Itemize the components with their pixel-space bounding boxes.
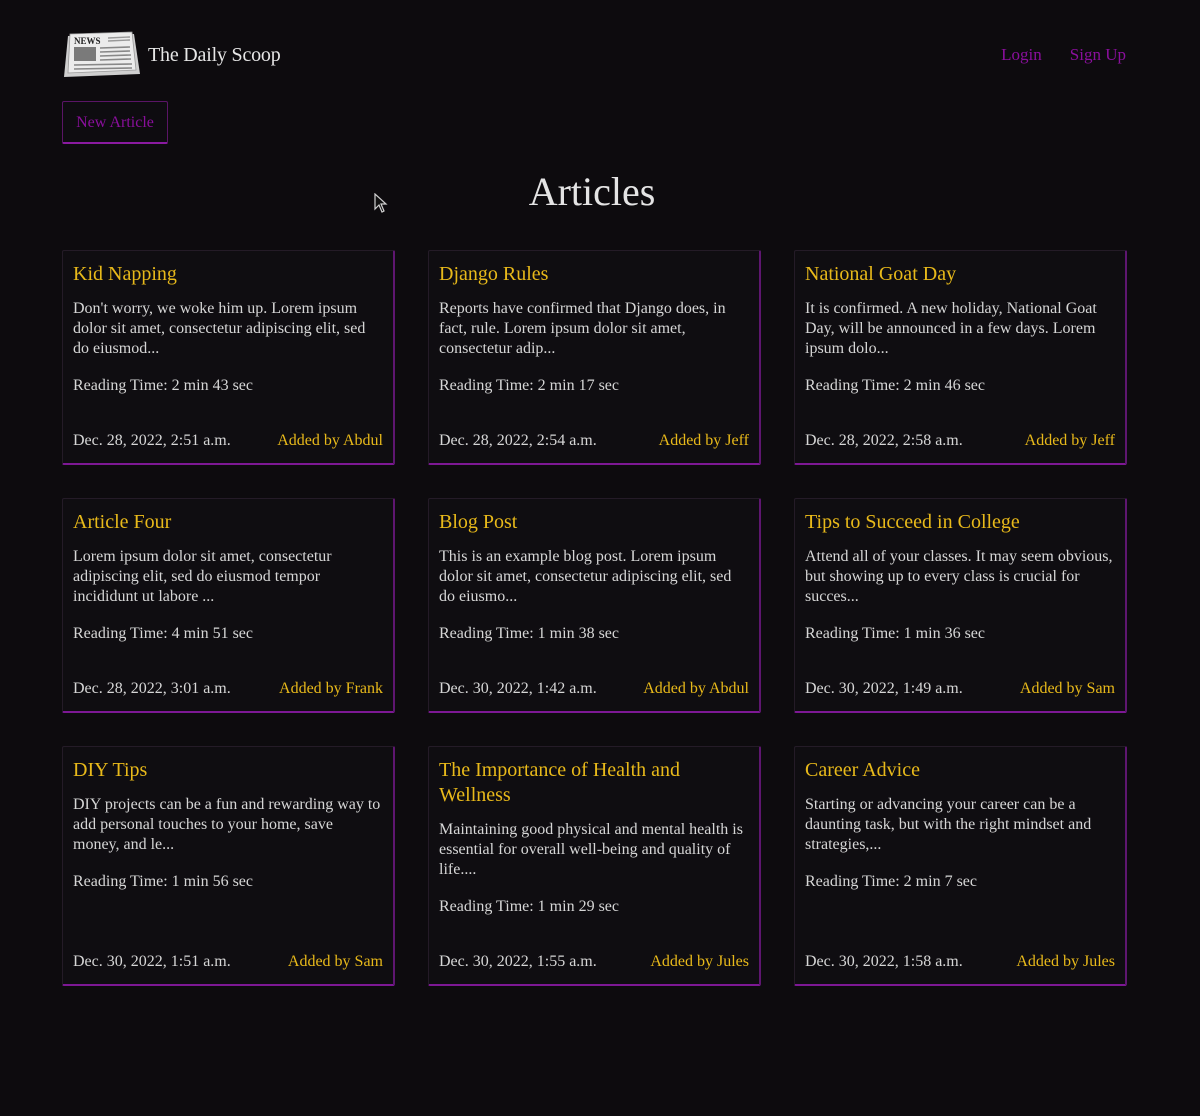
article-author: Added by Frank <box>279 680 383 697</box>
reading-time: Reading Time: 1 min 29 sec <box>439 898 619 915</box>
reading-time: Reading Time: 2 min 46 sec <box>805 377 985 394</box>
article-title[interactable]: Kid Napping <box>73 263 177 285</box>
article-title[interactable]: Career Advice <box>805 759 920 781</box>
article-date: Dec. 30, 2022, 1:51 a.m. <box>73 953 231 970</box>
article-author: Added by Jules <box>650 953 749 970</box>
article-card[interactable] <box>62 250 395 465</box>
articles-grid <box>62 250 1128 986</box>
reading-time: Reading Time: 1 min 36 sec <box>805 625 985 642</box>
article-title[interactable]: Tips to Succeed in College <box>805 511 1020 533</box>
article-author: Added by Abdul <box>643 680 749 697</box>
article-title[interactable]: National Goat Day <box>805 263 957 285</box>
article-footer <box>73 431 383 453</box>
nav-links <box>1001 45 1126 65</box>
article-card[interactable] <box>794 746 1127 986</box>
article-date: Dec. 28, 2022, 3:01 a.m. <box>73 680 231 697</box>
article-title[interactable]: Django Rules <box>439 263 549 285</box>
article-footer <box>73 679 383 701</box>
article-title[interactable]: Blog Post <box>439 511 518 533</box>
article-excerpt: Starting or advancing your career can be a daunting task, but with the right mindset and strategies,... <box>805 796 1092 853</box>
article-excerpt: Don't worry, we woke him up. Lorem ipsum dolor sit amet, consectetur adipiscing elit, sed do eiusmod... <box>73 300 366 357</box>
reading-time: Reading Time: 1 min 38 sec <box>439 625 619 642</box>
article-date: Dec. 28, 2022, 2:58 a.m. <box>805 432 963 449</box>
navbar <box>62 30 1128 82</box>
article-date: Dec. 30, 2022, 1:49 a.m. <box>805 680 963 697</box>
reading-time: Reading Time: 1 min 56 sec <box>73 873 253 890</box>
article-footer <box>805 952 1115 974</box>
reading-time: Reading Time: 2 min 43 sec <box>73 377 253 394</box>
article-date: Dec. 28, 2022, 2:51 a.m. <box>73 432 231 449</box>
article-card[interactable] <box>62 746 395 986</box>
article-excerpt: It is confirmed. A new holiday, National Goat Day, will be announced in a few days. Lorem ipsum dolo... <box>805 300 1097 357</box>
article-footer <box>805 679 1115 701</box>
article-title[interactable]: DIY Tips <box>73 759 148 781</box>
article-excerpt: Maintaining good physical and mental health is essential for overall well-being and quality of life.... <box>439 821 743 878</box>
article-footer <box>73 952 383 974</box>
article-card[interactable] <box>794 250 1127 465</box>
article-date: Dec. 28, 2022, 2:54 a.m. <box>439 432 597 449</box>
reading-time: Reading Time: 2 min 17 sec <box>439 377 619 394</box>
article-author: Added by Sam <box>287 953 383 970</box>
signup-link[interactable]: Sign Up <box>1069 45 1126 64</box>
article-date: Dec. 30, 2022, 1:42 a.m. <box>439 680 597 697</box>
article-card[interactable] <box>428 250 761 465</box>
article-date: Dec. 30, 2022, 1:55 a.m. <box>439 953 597 970</box>
article-footer <box>805 431 1115 453</box>
article-author: Added by Sam <box>1019 680 1115 697</box>
article-card[interactable] <box>62 498 395 713</box>
svg-text:NEWS: NEWS <box>74 36 101 46</box>
article-author: Added by Jeff <box>658 432 749 449</box>
article-footer <box>439 679 749 701</box>
article-excerpt: Lorem ipsum dolor sit amet, consectetur adipiscing elit, sed do eiusmod tempor incididunt ut labore ... <box>73 548 332 605</box>
article-footer <box>439 431 749 453</box>
brand-name: The Daily Scoop <box>148 43 281 66</box>
article-card[interactable] <box>794 498 1127 713</box>
article-excerpt: This is an example blog post. Lorem ipsum dolor sit amet, consectetur adipiscing elit, sed do eiusmo... <box>439 548 732 605</box>
login-link[interactable]: Login <box>1001 45 1042 64</box>
article-author: Added by Jules <box>1016 953 1115 970</box>
article-card[interactable] <box>428 746 761 986</box>
article-title[interactable]: The Importance of Health and Wellness <box>439 759 681 806</box>
page-title: Articles <box>528 169 656 214</box>
reading-time: Reading Time: 2 min 7 sec <box>805 873 977 890</box>
article-title[interactable]: Article Four <box>73 511 172 533</box>
mouse-pointer-icon <box>374 193 388 213</box>
new-article-button[interactable]: New Article <box>62 101 168 144</box>
brand-link[interactable] <box>62 30 281 80</box>
article-card[interactable] <box>428 498 761 713</box>
article-excerpt: Reports have confirmed that Django does, in fact, rule. Lorem ipsum dolor sit amet, consectetur adip... <box>439 300 726 357</box>
reading-time: Reading Time: 4 min 51 sec <box>73 625 253 642</box>
article-author: Added by Abdul <box>277 432 383 449</box>
article-excerpt: Attend all of your classes. It may seem obvious, but showing up to every class is crucial for succes... <box>805 548 1113 605</box>
article-footer <box>439 952 749 974</box>
article-excerpt: DIY projects can be a fun and rewarding way to add personal touches to your home, save money, and le... <box>73 796 381 853</box>
article-date: Dec. 30, 2022, 1:58 a.m. <box>805 953 963 970</box>
article-author: Added by Jeff <box>1024 432 1115 449</box>
newspaper-logo-icon <box>62 30 144 80</box>
